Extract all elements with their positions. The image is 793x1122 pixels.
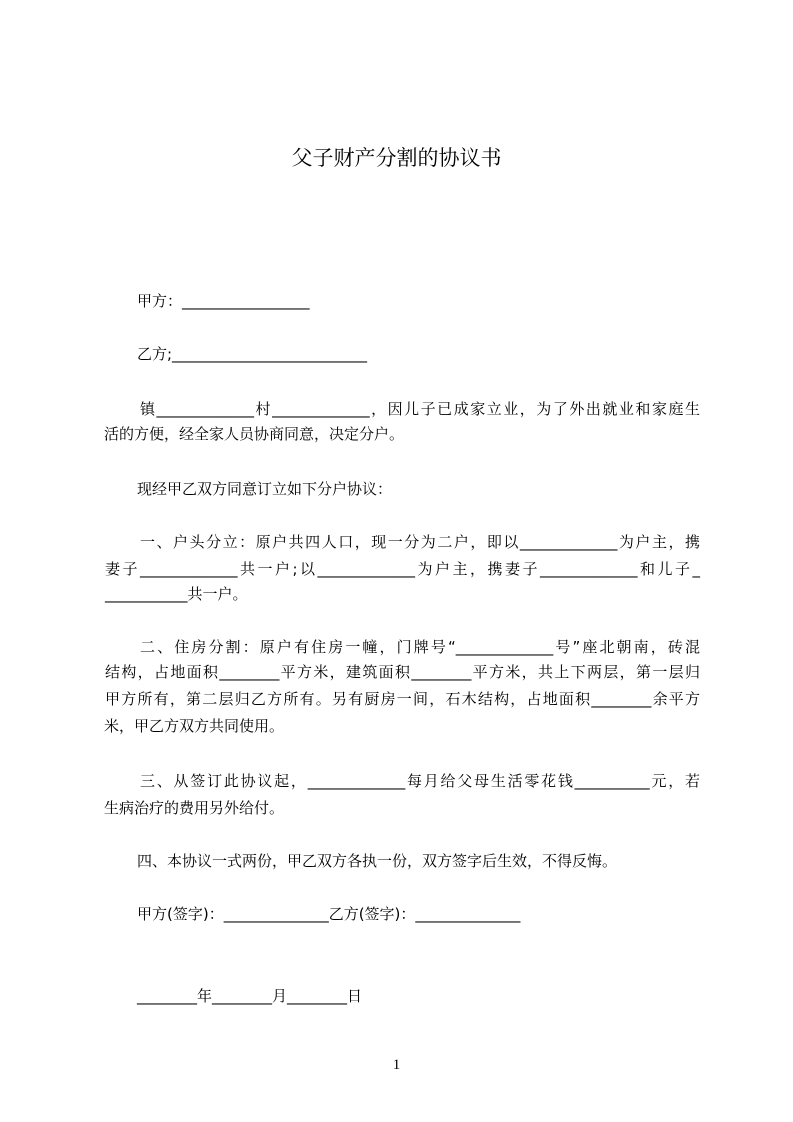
- signature-line: 甲方(签字)：______________乙方(签字)：______________: [137, 905, 521, 923]
- clause2-line-4: 米，甲乙方双方共同使用。: [104, 717, 285, 735]
- clause2-line-1: 二、住房分割：原户有住房一幢，门牌号“_____________号”座北朝南，砖混: [140, 638, 700, 656]
- intro-line-2: 活的方便，经全家人员协商同意，决定分户。: [104, 425, 405, 443]
- party-a-line: 甲方：_________________: [137, 292, 310, 310]
- intro-line-1: 镇_____________村_____________，因儿子已成家立业，为了外出就业和家庭生: [140, 400, 700, 418]
- party-b-line: 乙方;__________________________: [137, 345, 368, 363]
- date-line: ________年________月________日: [137, 987, 363, 1005]
- clause1-line-2: 妻子_____________共一户;以_____________为户主，携妻子_____________和儿子_: [105, 560, 700, 578]
- clause3-line-2: 生病治疗的费用另外给付。: [104, 799, 285, 817]
- clause1-line-3: ___________共一户。: [105, 585, 248, 603]
- clause1-line-1: 一、户头分立：原户共四人口，现一分为二户，即以_____________为户主，携: [140, 533, 700, 551]
- document-title: 父子财产分割的协议书: [291, 146, 502, 170]
- clause3-line-1: 三、从签订此协议起，_____________每月给父母生活零花钱__________元，若: [140, 772, 700, 790]
- page-number: 1: [392, 1057, 401, 1073]
- clause2-line-3: 甲方所有，第二层归乙方所有。另有厨房一间，石木结构，占地面积________余平方: [105, 690, 700, 708]
- clause2-line-2: 结构，占地面积________平方米，建筑面积________平方米，共上下两层，第一层归: [105, 663, 700, 681]
- clause4: 四、本协议一式两份，甲乙双方各执一份，双方签字后生效，不得反悔。: [137, 852, 618, 870]
- agreement-intro: 现经甲乙双方同意订立如下分户协议：: [137, 480, 393, 498]
